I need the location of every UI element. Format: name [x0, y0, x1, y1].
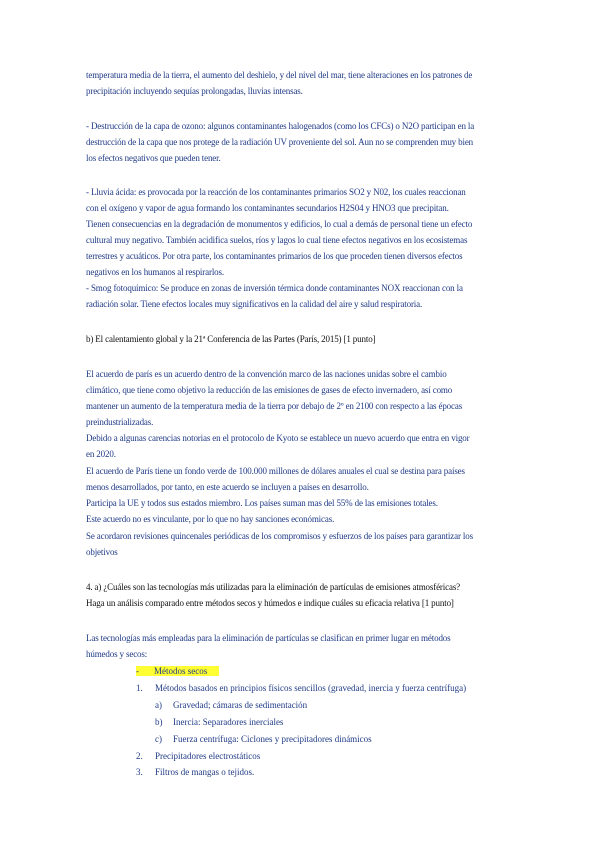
sublist-item: Inercia: Separadores inerciales — [173, 717, 284, 727]
question-4-line: 4. a) ¿Cuáles son las tecnologías más utilizadas para la eliminación de partículas de emisiones atmosféricas? — [86, 582, 461, 592]
answer-4-line: húmedos y secos: — [86, 649, 148, 659]
paris-paragraph-line: climático, que tiene como objetivo la reducción de las emisiones de gases de efecto invernadero, así como — [86, 385, 453, 395]
list-marker: 2. — [136, 751, 143, 761]
list-marker: 3. — [136, 767, 143, 777]
acid-rain-line: cultural muy negativo. También acidifica suelos, ríos y lagos lo cual tiene efectos negativos en los ecosistemas — [86, 235, 468, 245]
ozone-line: destrucción de la capa que nos protege de la radiación UV proveniente del sol. Aun no se comprenden muy bien — [86, 137, 474, 147]
sublist-marker: c) — [155, 734, 162, 744]
acid-rain-line: con el oxígeno y vapor de agua formando los contaminantes secundarios H2S04 y HNO3 que precipitan. — [86, 203, 449, 213]
acid-rain-line: - Lluvia ácida: es provocada por la reacción de los contaminantes primarios SO2 y N02, los cuales reaccionan — [86, 187, 466, 197]
intro-line: precipitación incluyendo sequías prolongadas, lluvias intensas. — [86, 86, 303, 96]
ozone-line: los efectos negativos que pueden tener. — [86, 153, 221, 163]
kyoto-line: en 2020. — [86, 449, 116, 459]
kyoto-line: Debido a algunas carencias notorias en el protocolo de Kyoto se establece un nuevo acuerdo que entra en vigor — [86, 433, 470, 443]
dry-methods-dash: - — [136, 666, 142, 676]
green-fund-line: El acuerdo de París tiene un fondo verde de 100.000 millones de dólares anuales el cual se destina para países — [86, 466, 465, 476]
paris-paragraph-line: El acuerdo de parís es un acuerdo dentro de la convención marco de las naciones unidas sobre el cambio — [86, 369, 447, 379]
reviews-line: Se acordaron revisiones quincenales periódicas de los compromisos y esfuerzos de los países para garantizar los — [86, 531, 473, 541]
non-binding-line: Este acuerdo no es vinculante, por lo que no hay sanciones económicas. — [86, 514, 335, 524]
paris-paragraph-line: preindustrializadas. — [86, 417, 154, 427]
section-b-title: b) El calentamiento global y la 21ª Conferencia de las Partes (París, 2015) [1 punto] — [86, 334, 376, 344]
acid-rain-line: negativos en los humanos al respirarlos. — [86, 267, 224, 277]
intro-line: temperatura media de la tierra, el aumento del deshielo, y del nivel del mar, tiene alteraciones en los patrones de — [86, 70, 473, 80]
sublist-item: Fuerza centrífuga: Ciclones y precipitadores dinámicos — [173, 734, 372, 744]
acid-rain-line: Tienen consecuencias en la degradación de monumentos y edificios, lo cual a demás de personal tiene un efecto — [86, 219, 473, 229]
sublist-marker: b) — [155, 717, 163, 727]
dry-methods-label: Métodos secos — [142, 666, 219, 676]
dry-methods-highlight — [136, 666, 254, 677]
list-marker: 1. — [136, 683, 143, 693]
sublist-item: Gravedad; cámaras de sedimentación — [173, 700, 308, 710]
paris-paragraph-line: mantener un aumento de la temperatura media de la tierra por debajo de 2º en 2100 con respecto a las épocas — [86, 401, 463, 411]
list-item: Precipitadores electrostáticos — [155, 751, 261, 761]
reviews-line: objetivos — [86, 547, 118, 557]
smog-line: - Smog fotoquímico: Se produce en zonas de inversión térmica donde contaminantes NOX reaccionan con la — [86, 283, 463, 293]
question-4-line: Haga un análisis comparado entre métodos secos y húmedos e indique cuáles su eficacia relativa [1 punto] — [86, 598, 454, 608]
answer-4-line: Las tecnologías más empleadas para la eliminación de partículas se clasifican en primer lugar en métodos — [86, 633, 451, 643]
eu-participation-line: Participa la UE y todos sus estados miembro. Los países suman mas del 55% de las emisiones totales. — [86, 498, 438, 508]
list-item: Filtros de mangas o tejidos. — [155, 767, 255, 777]
smog-line: radiación solar. Tiene efectos locales muy significativos en la calidad del aire y salud respiratoria. — [86, 299, 423, 309]
acid-rain-line: terrestres y acuáticos. Por otra parte, los contaminantes primarios de los que proceden tienen diversos efectos — [86, 251, 463, 261]
list-item: Métodos basados en principios físicos sencillos (gravedad, inercia y fuerza centrífuga) — [155, 683, 467, 693]
green-fund-line: menos desarrollados, por tanto, en este acuerdo se incluyen a países en desarrollo. — [86, 482, 369, 492]
sublist-marker: a) — [155, 700, 162, 710]
ozone-line: - Destrucción de la capa de ozono: algunos contaminantes halogenados (como los CFCs) o N2O participan en la — [86, 121, 475, 131]
